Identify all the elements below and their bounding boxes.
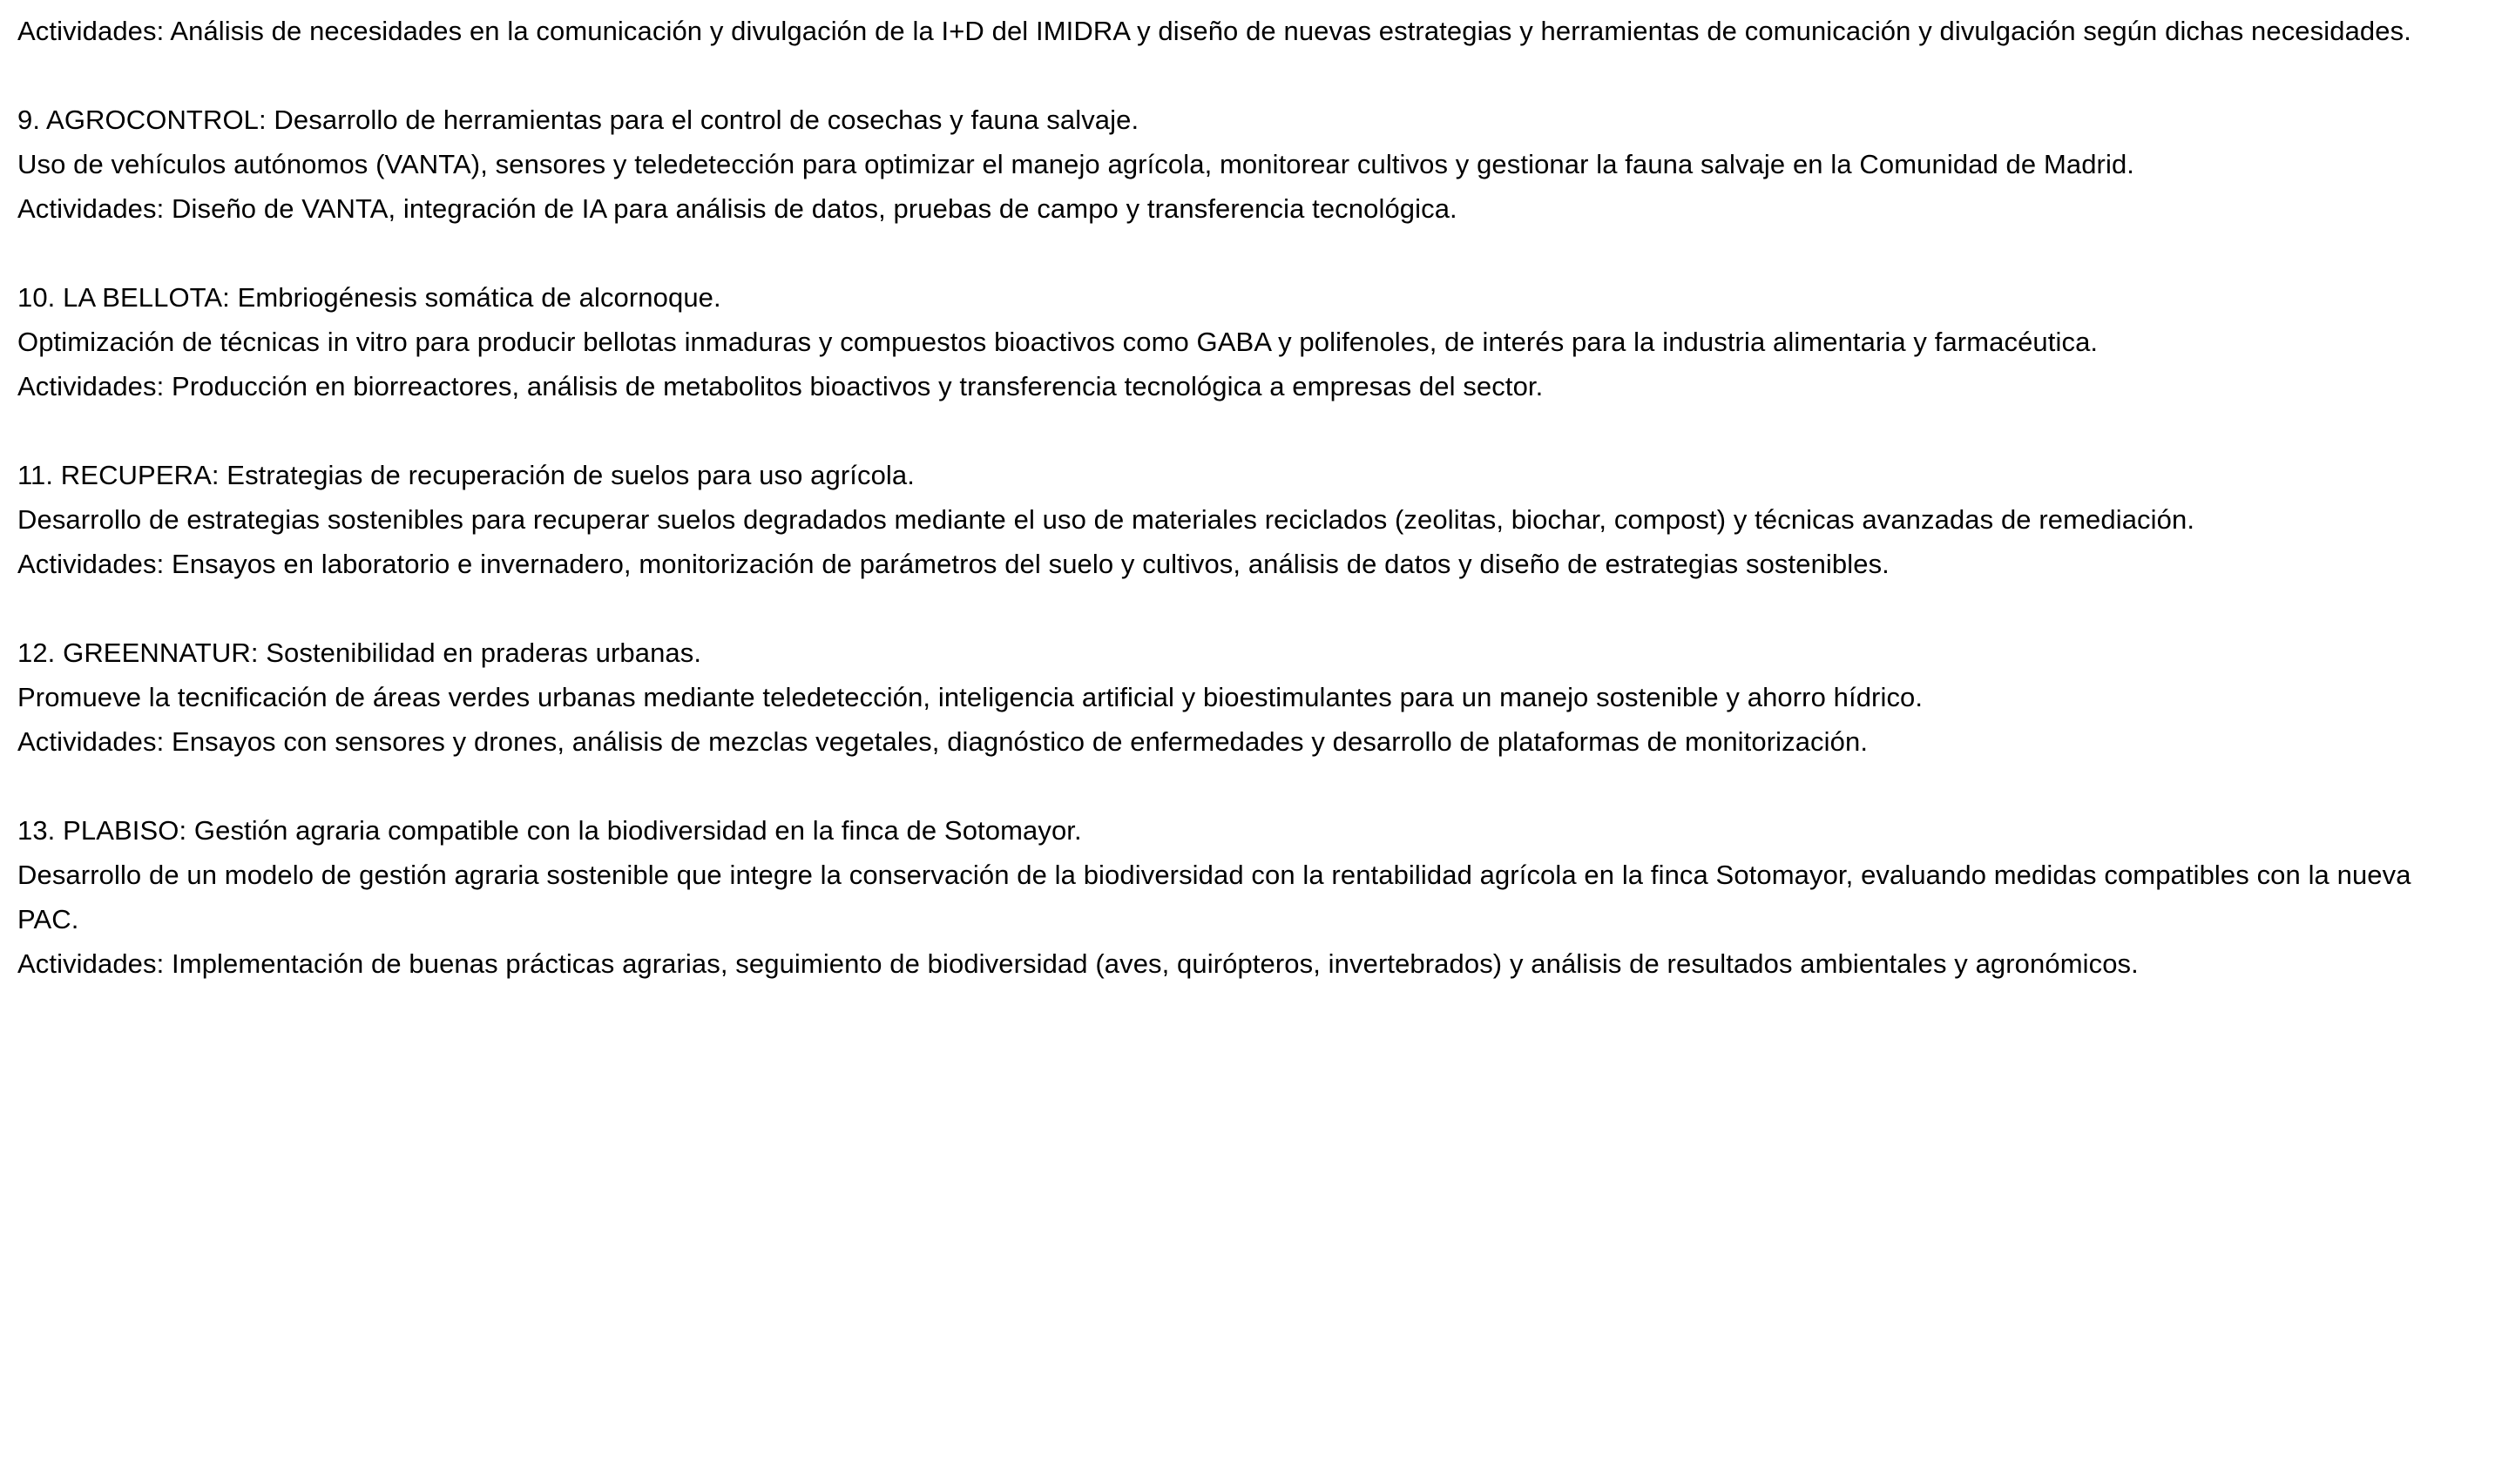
project-section-plabiso	[17, 808, 2474, 986]
project-activities: Actividades: Ensayos con sensores y drones, análisis de mezclas vegetales, diagnóstico de enfermedades y desarrollo de plataformas de monitorización.	[17, 726, 1869, 757]
project-title: 13. PLABISO: Gestión agraria compatible con la biodiversidad en la finca de Sotomayor.	[17, 815, 1082, 846]
project-description: Desarrollo de un modelo de gestión agraria sostenible que integre la conservación de la biodiversidad con la rentabilidad agrícola en la finca Sotomayor, evaluando medidas compatibles con la nueva PAC.	[17, 860, 2411, 934]
project-description: Uso de vehículos autónomos (VANTA), sensores y teledetección para optimizar el manejo agrícola, monitorear cultivos y gestionar la fauna salvaje en la Comunidad de Madrid.	[17, 149, 2135, 179]
project-activities: Actividades: Ensayos en laboratorio e invernadero, monitorización de parámetros del suelo y cultivos, análisis de datos y diseño de estrategias sostenibles.	[17, 549, 1890, 579]
project-title: 10. LA BELLOTA: Embriogénesis somática de alcornoque.	[17, 282, 721, 313]
project-title: 9. AGROCONTROL: Desarrollo de herramientas para el control de cosechas y fauna salvaje.	[17, 105, 1139, 135]
project-section-la-bellota	[17, 275, 2474, 408]
project-section-recupera	[17, 453, 2474, 586]
project-activities: Actividades: Implementación de buenas prácticas agrarias, seguimiento de biodiversidad (aves, quirópteros, invertebrados) y análisis de resultados ambientales y agronómicos.	[17, 948, 2139, 979]
project-title: 12. GREENNATUR: Sostenibilidad en praderas urbanas.	[17, 637, 702, 668]
project-description: Optimización de técnicas in vitro para producir bellotas inmaduras y compuestos bioactivos como GABA y polifenoles, de interés para la industria alimentaria y farmacéutica.	[17, 327, 2099, 357]
project-description: Promueve la tecnificación de áreas verdes urbanas mediante teledetección, inteligencia artificial y bioestimulantes para un manejo sostenible y ahorro hídrico.	[17, 682, 1924, 712]
project-activities: Actividades: Diseño de VANTA, integración de IA para análisis de datos, pruebas de campo y transferencia tecnológica.	[17, 193, 1457, 224]
intro-paragraph: Actividades: Análisis de necesidades en la comunicación y divulgación de la I+D del IMIDRA y diseño de nuevas estrategias y herramientas de comunicación y divulgación según dichas necesidades.	[17, 16, 2411, 46]
project-activities: Actividades: Producción en biorreactores, análisis de metabolitos bioactivos y transferencia tecnológica a empresas del sector.	[17, 371, 1544, 401]
document-body	[17, 9, 2474, 986]
project-description: Desarrollo de estrategias sostenibles para recuperar suelos degradados mediante el uso de materiales reciclados (zeolitas, biochar, compost) y técnicas avanzadas de remediación.	[17, 504, 2195, 535]
project-section-agrocontrol	[17, 98, 2474, 231]
project-section-greennatur	[17, 631, 2474, 764]
project-title: 11. RECUPERA: Estrategias de recuperación de suelos para uso agrícola.	[17, 460, 915, 490]
intro-section	[17, 9, 2474, 53]
